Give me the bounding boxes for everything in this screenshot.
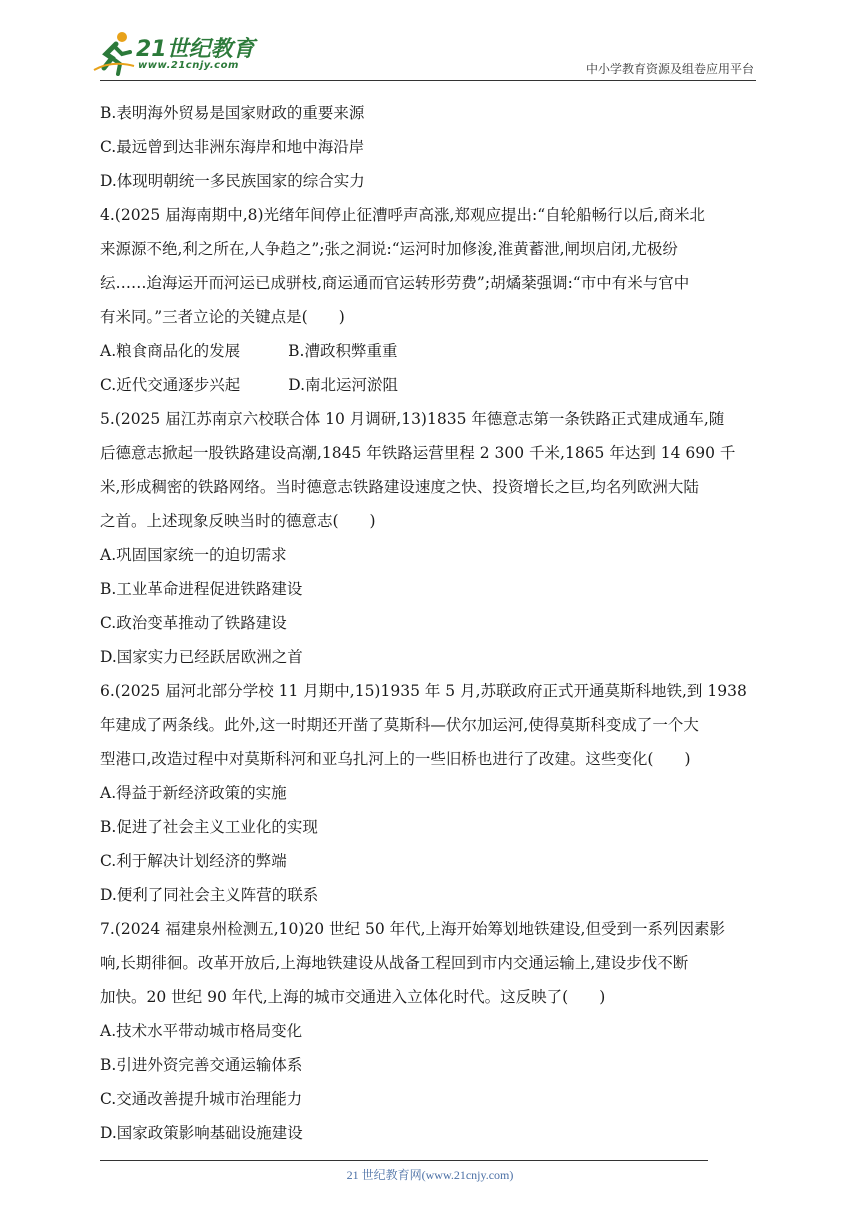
document-body	[100, 96, 770, 1150]
question-4-line: 纭……迨海运开而河运已成骈枝,商运通而官运转形劳费”;胡燏棻强调:“市中有米与官中	[100, 274, 690, 292]
question-4-line: 有米同。”三者立论的关键点是( )	[100, 308, 345, 326]
question-6-line: 6.(2025 届河北部分学校 11 月期中,15)1935 年 5 月,苏联政府正式开通莫斯科地铁,到 1938	[100, 682, 747, 700]
q5-option-a: A.巩固国家统一的迫切需求	[100, 546, 287, 564]
q3-option-c: C.最远曾到达非洲东海岸和地中海沿岸	[100, 138, 365, 156]
page-footer[interactable]: 21 世纪教育网(www.21cnjy.com)	[346, 1168, 514, 1182]
q3-option-b: B.表明海外贸易是国家财政的重要来源	[100, 104, 365, 122]
question-6-line: 年建成了两条线。此外,这一时期还开凿了莫斯科—伏尔加运河,使得莫斯科变成了一个大	[100, 716, 699, 734]
q7-option-d: D.国家政策影响基础设施建设	[100, 1124, 303, 1142]
question-4-line: 4.(2025 届海南期中,8)光绪年间停止征漕呼声高涨,郑观应提出:“自轮船畅行以后,商米北	[100, 206, 706, 224]
question-7	[100, 912, 770, 1014]
q5-option-b: B.工业革命进程促进铁路建设	[100, 580, 303, 598]
q3-option-d: D.体现明朝统一多民族国家的综合实力	[100, 172, 365, 190]
question-5-line: 米,形成稠密的铁路网络。当时德意志铁路建设速度之快、投资增长之巨,均名列欧洲大陆	[100, 478, 699, 496]
question-6-line: 型港口,改造过程中对莫斯科河和亚乌扎河上的一些旧桥也进行了改建。这些变化( )	[100, 750, 691, 768]
question-7-line: 7.(2024 福建泉州检测五,10)20 世纪 50 年代,上海开始筹划地铁建设,但受到一系列因素影	[100, 920, 725, 938]
question-5-line: 5.(2025 届江苏南京六校联合体 10 月调研,13)1835 年德意志第一条铁路正式建成通车,随	[100, 410, 725, 428]
header-divider	[100, 80, 756, 81]
footer-divider	[100, 1160, 708, 1161]
page-header	[0, 0, 860, 84]
question-5-line: 之首。上述现象反映当时的德意志( )	[100, 512, 376, 530]
q7-option-a: A.技术水平带动城市格局变化	[100, 1022, 303, 1040]
q7-option-b: B.引进外资完善交通运输体系	[100, 1056, 303, 1074]
logo-url: www.21cnjy.com	[138, 60, 239, 71]
question-4-line: 来源源不绝,利之所在,人争趋之”;张之洞说:“运河时加修浚,淮黄蓄泄,闸坝启闭,尤极纷	[100, 240, 678, 258]
header-platform-label: 中小学教育资源及组卷应用平台	[585, 62, 754, 76]
question-5-line: 后德意志掀起一股铁路建设高潮,1845 年铁路运营里程 2 300 千米,1865 年达到 14 690 千	[100, 444, 736, 462]
q5-option-c: C.政治变革推动了铁路建设	[100, 614, 287, 632]
q6-option-d: D.便利了同社会主义阵营的联系	[100, 886, 319, 904]
q4-option-d: D.南北运河淤阻	[288, 376, 399, 394]
q6-option-b: B.促进了社会主义工业化的实现	[100, 818, 318, 836]
question-5	[100, 402, 770, 538]
q4-option-a: A.粮食商品化的发展	[100, 342, 241, 360]
q4-option-b: B.漕政积弊重重	[288, 342, 398, 360]
runner-icon	[92, 30, 136, 76]
question-7-line: 响,长期徘徊。改革开放后,上海地铁建设从战备工程回到市内交通运输上,建设步伐不断	[100, 954, 689, 972]
q6-option-c: C.利于解决计划经济的弊端	[100, 852, 287, 870]
q4-option-c: C.近代交通逐步兴起	[100, 376, 241, 394]
q5-option-d: D.国家实力已经跃居欧洲之首	[100, 648, 303, 666]
q6-option-a: A.得益于新经济政策的实施	[100, 784, 287, 802]
q4-options-row-2	[100, 368, 770, 402]
site-logo[interactable]	[92, 30, 262, 78]
q7-option-c: C.交通改善提升城市治理能力	[100, 1090, 303, 1108]
question-6	[100, 674, 770, 776]
q4-options-row-1	[100, 334, 770, 368]
logo-text: 21世纪教育	[136, 37, 255, 62]
question-4	[100, 198, 770, 334]
question-7-line: 加快。20 世纪 90 年代,上海的城市交通进入立体化时代。这反映了( )	[100, 988, 606, 1006]
